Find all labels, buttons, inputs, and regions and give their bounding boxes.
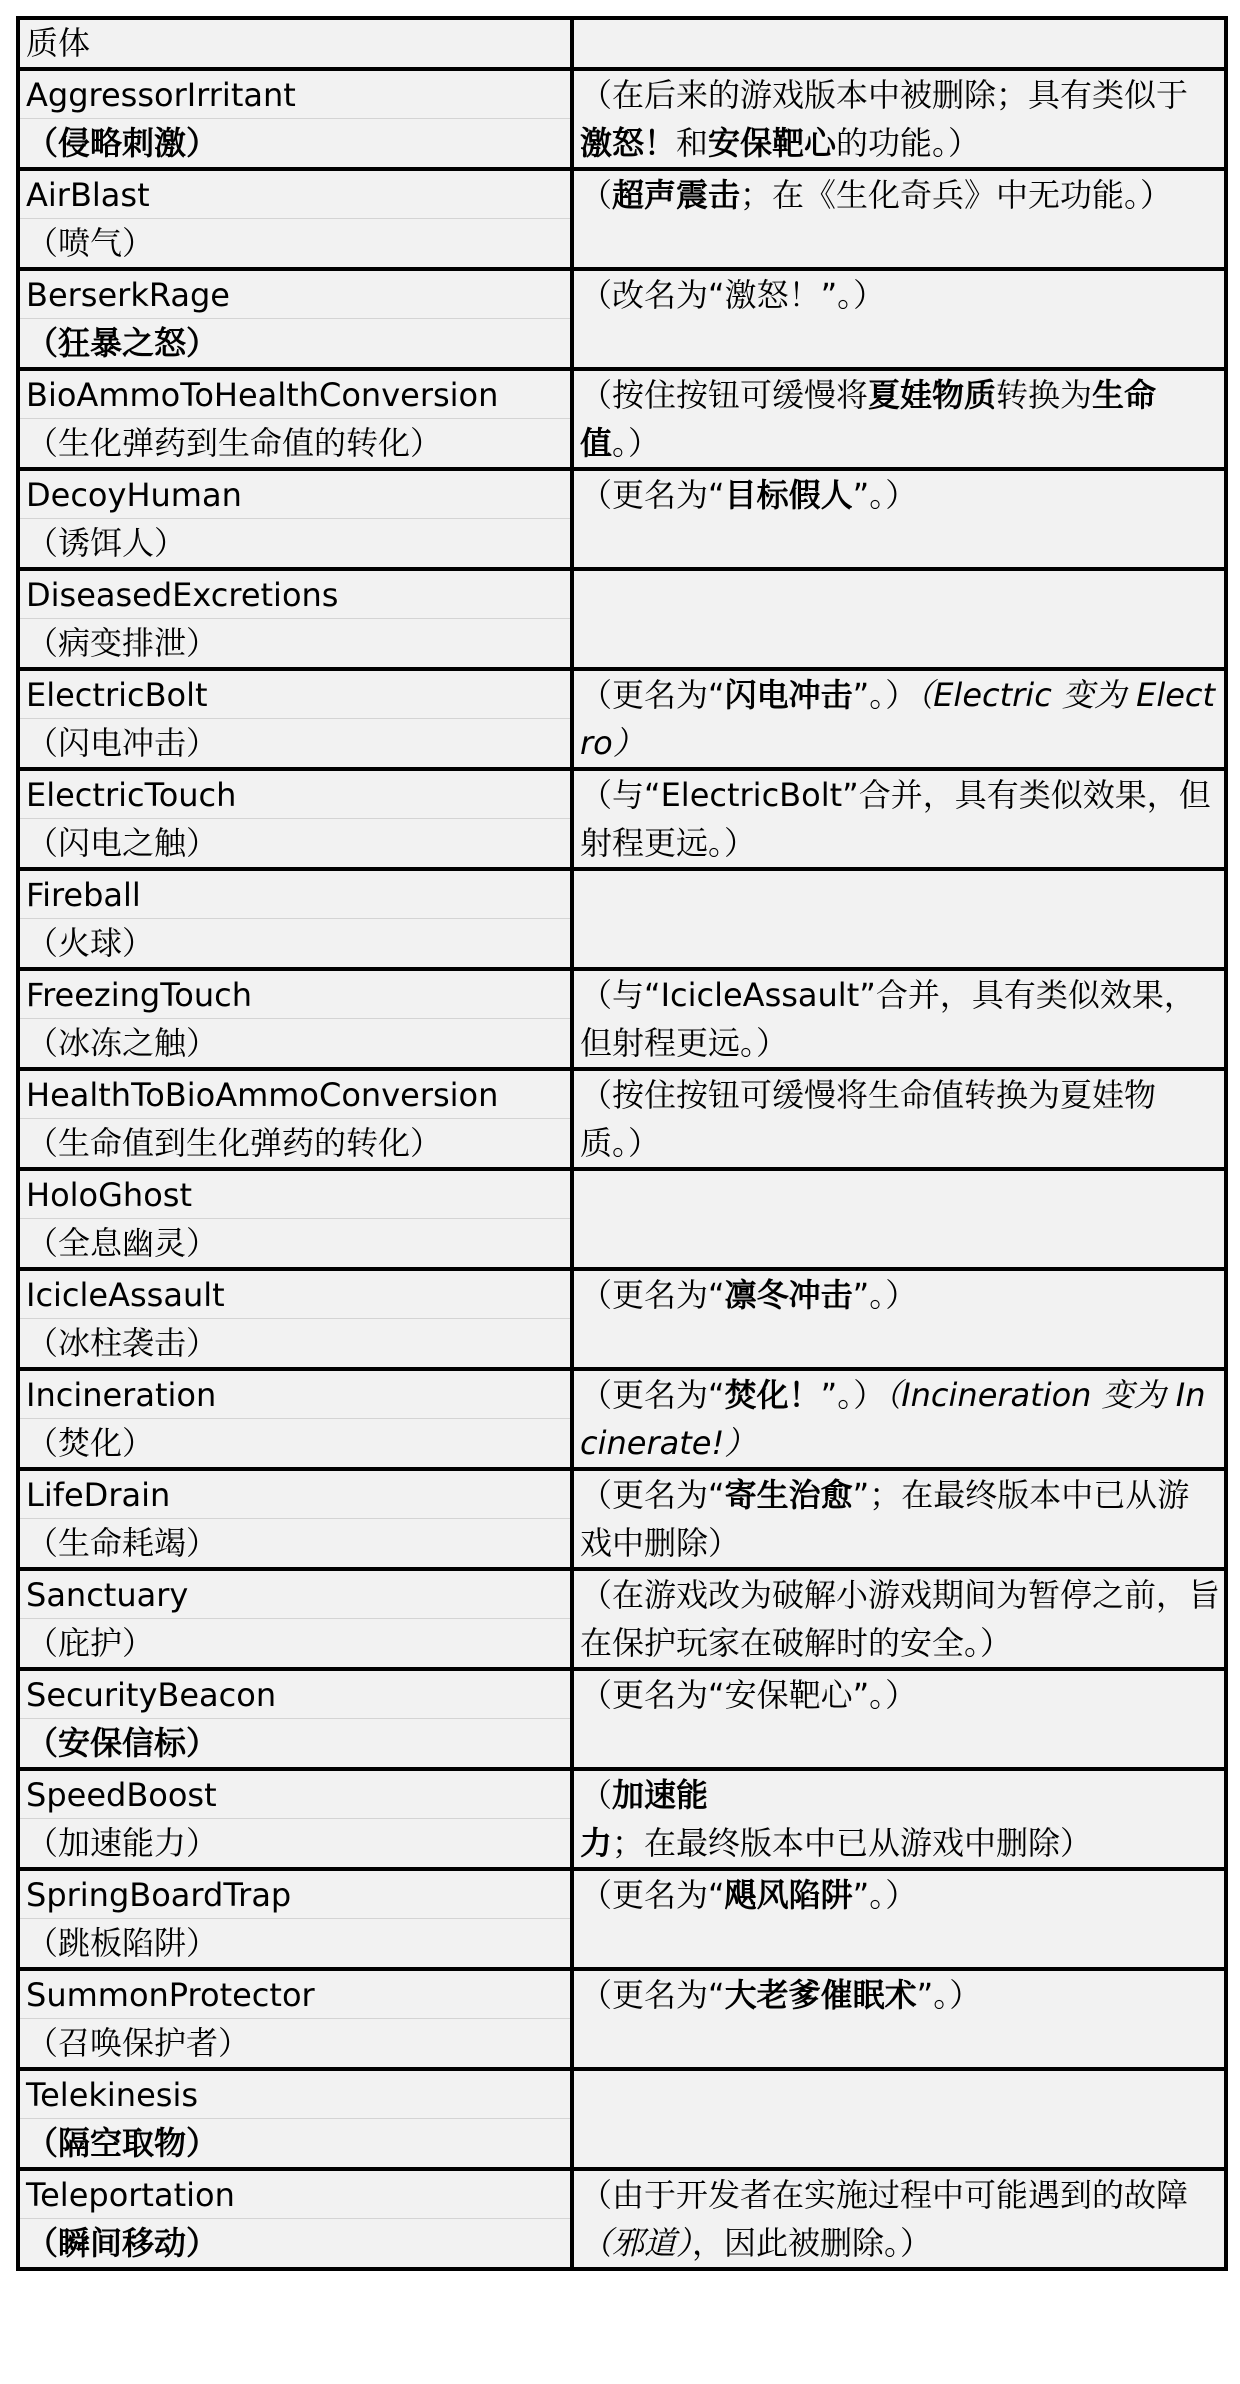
description-text: 和 — [676, 124, 709, 162]
plasmid-name-cell — [18, 1069, 572, 1169]
plasmid-description — [574, 371, 1224, 467]
table-row — [18, 1169, 1226, 1269]
plasmid-description — [574, 1771, 1224, 1867]
description-text: （更名为“ — [580, 676, 725, 714]
description-text: 的功能。） — [836, 124, 981, 162]
description-italic-note: （邪道） — [580, 2224, 693, 2262]
table-row — [18, 1769, 1226, 1869]
plasmid-chinese-name: （焚化） — [26, 1424, 155, 1462]
description-bold-term: 夏娃物质 — [868, 376, 997, 414]
plasmid-chinese-name: （跳板陷阱） — [26, 1924, 219, 1962]
header-cell — [18, 18, 572, 69]
description-text: （更名为“ — [580, 1376, 725, 1414]
plasmid-internal-name: Teleportation — [20, 2171, 570, 2219]
plasmid-name-cell — [18, 1869, 572, 1969]
plasmid-chinese-name: （闪电冲击） — [26, 724, 219, 762]
table-row — [18, 169, 1226, 269]
description-text: ”。） — [820, 1376, 886, 1414]
description-text: ”；在最终版本中已从游戏中删除） — [580, 1476, 1190, 1562]
table-row — [18, 869, 1226, 969]
plasmid-name-cell — [18, 269, 572, 369]
description-bold-term: 凛冬冲击 — [724, 1276, 853, 1314]
plasmid-description-cell — [572, 1669, 1226, 1769]
description-bold-term: 生命值 — [580, 376, 1157, 462]
plasmid-name-cell — [18, 1469, 572, 1569]
plasmid-internal-name: SpringBoardTrap — [20, 1871, 570, 1919]
plasmid-chinese-name: （生命值到生化弹药的转化） — [26, 1124, 443, 1162]
plasmid-description-cell — [572, 1369, 1226, 1469]
plasmid-name-cell — [18, 969, 572, 1069]
plasmid-description — [574, 1571, 1224, 1667]
plasmid-chinese-name: （生命耗竭） — [26, 1524, 219, 1562]
plasmid-description-cell — [572, 569, 1226, 669]
plasmid-description — [574, 1071, 1224, 1167]
plasmid-chinese-name: （全息幽灵） — [26, 1224, 219, 1262]
plasmid-internal-name: HoloGhost — [20, 1171, 570, 1219]
plasmid-description-cell — [572, 169, 1226, 269]
plasmid-name-cell — [18, 1669, 572, 1769]
description-text: （在后来的游戏版本中被删除；具有类似于 — [580, 76, 1189, 114]
plasmid-description-cell — [572, 2169, 1226, 2269]
description-text: （更名为“ — [580, 1876, 725, 1914]
plasmid-name-cell — [18, 1369, 572, 1469]
description-text: （由于开发者在实施过程中可能遇到的故障 — [580, 2176, 1189, 2214]
plasmid-description — [574, 271, 1224, 319]
plasmid-description — [574, 1271, 1224, 1319]
table-row — [18, 569, 1226, 669]
table-title: 质体 — [26, 24, 91, 62]
plasmid-description-cell — [572, 1869, 1226, 1969]
plasmid-description — [574, 171, 1224, 219]
plasmid-description-cell — [572, 969, 1226, 1069]
plasmid-description-cell — [572, 1269, 1226, 1369]
plasmid-internal-name: Fireball — [20, 871, 570, 919]
description-text: （与“ElectricBolt”合并，具有类似效果，但射程更远。） — [580, 776, 1211, 862]
plasmid-internal-name: DiseasedExcretions — [20, 571, 570, 619]
plasmid-name-cell — [18, 869, 572, 969]
table-row — [18, 1369, 1226, 1469]
description-text: ；在《生化奇兵》中无功能。） — [740, 176, 1173, 214]
plasmid-description — [574, 471, 1224, 519]
plasmid-internal-name: AirBlast — [20, 171, 570, 219]
plasmid-internal-name: LifeDrain — [20, 1471, 570, 1519]
description-text: ”。） — [916, 1976, 982, 2014]
plasmid-name-cell — [18, 1769, 572, 1869]
plasmid-internal-name: SecurityBeacon — [20, 1671, 570, 1719]
description-bold-term: 闪电冲击 — [724, 676, 853, 714]
table-row — [18, 669, 1226, 769]
table-row — [18, 269, 1226, 369]
description-text: （更名为“ — [580, 1976, 725, 2014]
description-bold-term: 寄生治愈 — [724, 1476, 853, 1514]
description-text: （ — [580, 176, 613, 214]
table-header-row — [18, 18, 1226, 69]
plasmid-chinese-name: （冰柱袭击） — [26, 1324, 219, 1362]
description-bold-term: 目标假人 — [724, 476, 853, 514]
plasmid-description-cell — [572, 1469, 1226, 1569]
plasmid-internal-name: ElectricTouch — [20, 771, 570, 819]
plasmid-description — [574, 71, 1224, 167]
table-row — [18, 469, 1226, 569]
description-text: ”。） — [852, 476, 918, 514]
plasmid-table-body — [18, 18, 1226, 2269]
plasmid-name-cell — [18, 1969, 572, 2069]
plasmid-description-cell — [572, 1569, 1226, 1669]
plasmid-internal-name: AggressorIrritant — [20, 71, 570, 119]
table-row — [18, 1069, 1226, 1169]
description-text: （改名为“激怒！”。） — [580, 276, 886, 314]
plasmid-name-cell — [18, 569, 572, 669]
plasmid-internal-name: DecoyHuman — [20, 471, 570, 519]
description-text: 。） — [612, 424, 661, 462]
description-text: （按住按钮可缓慢将 — [580, 376, 869, 414]
plasmid-description-cell — [572, 1969, 1226, 2069]
description-italic-note: （Incineration 变为 Incinerate!） — [580, 1376, 1206, 1462]
description-bold-term: 超声震击 — [612, 176, 741, 214]
plasmid-internal-name: IcicleAssault — [20, 1271, 570, 1319]
table-row — [18, 2169, 1226, 2269]
description-text: ；在最终版本中已从游戏中删除） — [612, 1824, 1093, 1862]
plasmid-description — [574, 671, 1224, 767]
plasmid-description-cell — [572, 369, 1226, 469]
plasmid-chinese-name: （瞬间移动） — [26, 2224, 219, 2262]
plasmid-name-cell — [18, 1569, 572, 1669]
plasmid-name-cell — [18, 469, 572, 569]
plasmid-chinese-name: （火球） — [26, 924, 155, 962]
plasmid-internal-name: Sanctuary — [20, 1571, 570, 1619]
plasmid-chinese-name: （加速能力） — [26, 1824, 219, 1862]
plasmid-description — [574, 771, 1224, 867]
table-row — [18, 1969, 1226, 2069]
table-row — [18, 369, 1226, 469]
plasmid-description-cell — [572, 269, 1226, 369]
description-text: ”。） — [852, 1276, 918, 1314]
description-text: ，因此被删除。） — [692, 2224, 933, 2262]
plasmid-chinese-name: （隔空取物） — [26, 2124, 219, 2162]
plasmid-name-cell — [18, 1169, 572, 1269]
plasmid-chinese-name: （安保信标） — [26, 1724, 219, 1762]
table-row — [18, 1869, 1226, 1969]
plasmid-description-cell — [572, 1169, 1226, 1269]
table-row — [18, 69, 1226, 169]
description-bold-term: 激怒！ — [580, 124, 677, 162]
table-row — [18, 969, 1226, 1069]
plasmid-chinese-name: （诱饵人） — [26, 524, 187, 562]
plasmid-name-cell — [18, 2069, 572, 2169]
description-bold-term: 安保靶心 — [708, 124, 837, 162]
table-row — [18, 2069, 1226, 2169]
plasmid-description-cell — [572, 69, 1226, 169]
plasmid-description-cell — [572, 2069, 1226, 2169]
plasmid-description — [574, 971, 1224, 1067]
description-text: ”。） — [852, 1876, 918, 1914]
plasmid-internal-name: ElectricBolt — [20, 671, 570, 719]
table-row — [18, 769, 1226, 869]
description-text: （在游戏改为破解小游戏期间为暂停之前，旨在保护玩家在破解时的安全。） — [580, 1576, 1221, 1662]
plasmid-description-cell — [572, 1769, 1226, 1869]
plasmid-chinese-name: （庇护） — [26, 1624, 155, 1662]
plasmid-description — [574, 1671, 1224, 1719]
plasmid-description-cell — [572, 469, 1226, 569]
plasmid-internal-name: SummonProtector — [20, 1971, 570, 2019]
plasmid-chinese-name: （侵略刺激） — [26, 124, 219, 162]
plasmid-internal-name: FreezingTouch — [20, 971, 570, 1019]
plasmid-chinese-name: （冰冻之触） — [26, 1024, 219, 1062]
plasmid-internal-name: SpeedBoost — [20, 1771, 570, 1819]
plasmid-description-cell — [572, 1069, 1226, 1169]
plasmid-table — [16, 16, 1228, 2271]
plasmid-chinese-name: （生化弹药到生命值的转化） — [26, 424, 443, 462]
plasmid-description — [574, 1971, 1224, 2019]
description-text: ”。） — [852, 676, 918, 714]
description-text: （更名为“ — [580, 1276, 725, 1314]
plasmid-description-cell — [572, 769, 1226, 869]
description-text: （更名为“安保靶心”。） — [580, 1676, 918, 1714]
plasmid-name-cell — [18, 69, 572, 169]
table-row — [18, 1269, 1226, 1369]
header-cell-empty — [572, 18, 1226, 69]
description-italic-note: （Electric 变为 Electro） — [580, 676, 1216, 762]
table-row — [18, 1669, 1226, 1769]
plasmid-chinese-name: （喷气） — [26, 224, 155, 262]
plasmid-name-cell — [18, 369, 572, 469]
plasmid-name-cell — [18, 169, 572, 269]
plasmid-description-cell — [572, 669, 1226, 769]
plasmid-internal-name: Telekinesis — [20, 2071, 570, 2119]
plasmid-chinese-name: （病变排泄） — [26, 624, 219, 662]
plasmid-internal-name: HealthToBioAmmoConversion — [20, 1071, 570, 1119]
plasmid-name-cell — [18, 2169, 572, 2269]
plasmid-description — [574, 2171, 1224, 2267]
plasmid-internal-name: BerserkRage — [20, 271, 570, 319]
description-bold-term: 大老爹催眠术 — [724, 1976, 917, 2014]
plasmid-description — [574, 1871, 1224, 1919]
plasmid-name-cell — [18, 1269, 572, 1369]
description-text: （更名为“ — [580, 476, 725, 514]
description-text: 转换为 — [996, 376, 1093, 414]
table-row — [18, 1569, 1226, 1669]
plasmid-name-cell — [18, 769, 572, 869]
table-row — [18, 1469, 1226, 1569]
plasmid-chinese-name: （召唤保护者） — [26, 2024, 251, 2062]
plasmid-description — [574, 1371, 1224, 1467]
plasmid-description — [574, 1471, 1224, 1567]
plasmid-chinese-name: （狂暴之怒） — [26, 324, 219, 362]
plasmid-name-cell — [18, 669, 572, 769]
plasmid-chinese-name: （闪电之触） — [26, 824, 219, 862]
plasmid-description-cell — [572, 869, 1226, 969]
description-bold-term: 加速能力 — [580, 1776, 709, 1862]
description-text: （与“IcicleAssault”合并，具有类似效果，但射程更远。） — [580, 976, 1196, 1062]
plasmid-internal-name: BioAmmoToHealthConversion — [20, 371, 570, 419]
description-bold-term: 焚化！ — [724, 1376, 821, 1414]
description-text: （ — [580, 1776, 613, 1814]
description-text: （更名为“ — [580, 1476, 725, 1514]
plasmid-internal-name: Incineration — [20, 1371, 570, 1419]
description-bold-term: 飓风陷阱 — [724, 1876, 853, 1914]
description-text: （按住按钮可缓慢将生命值转换为夏娃物质。） — [580, 1076, 1157, 1162]
